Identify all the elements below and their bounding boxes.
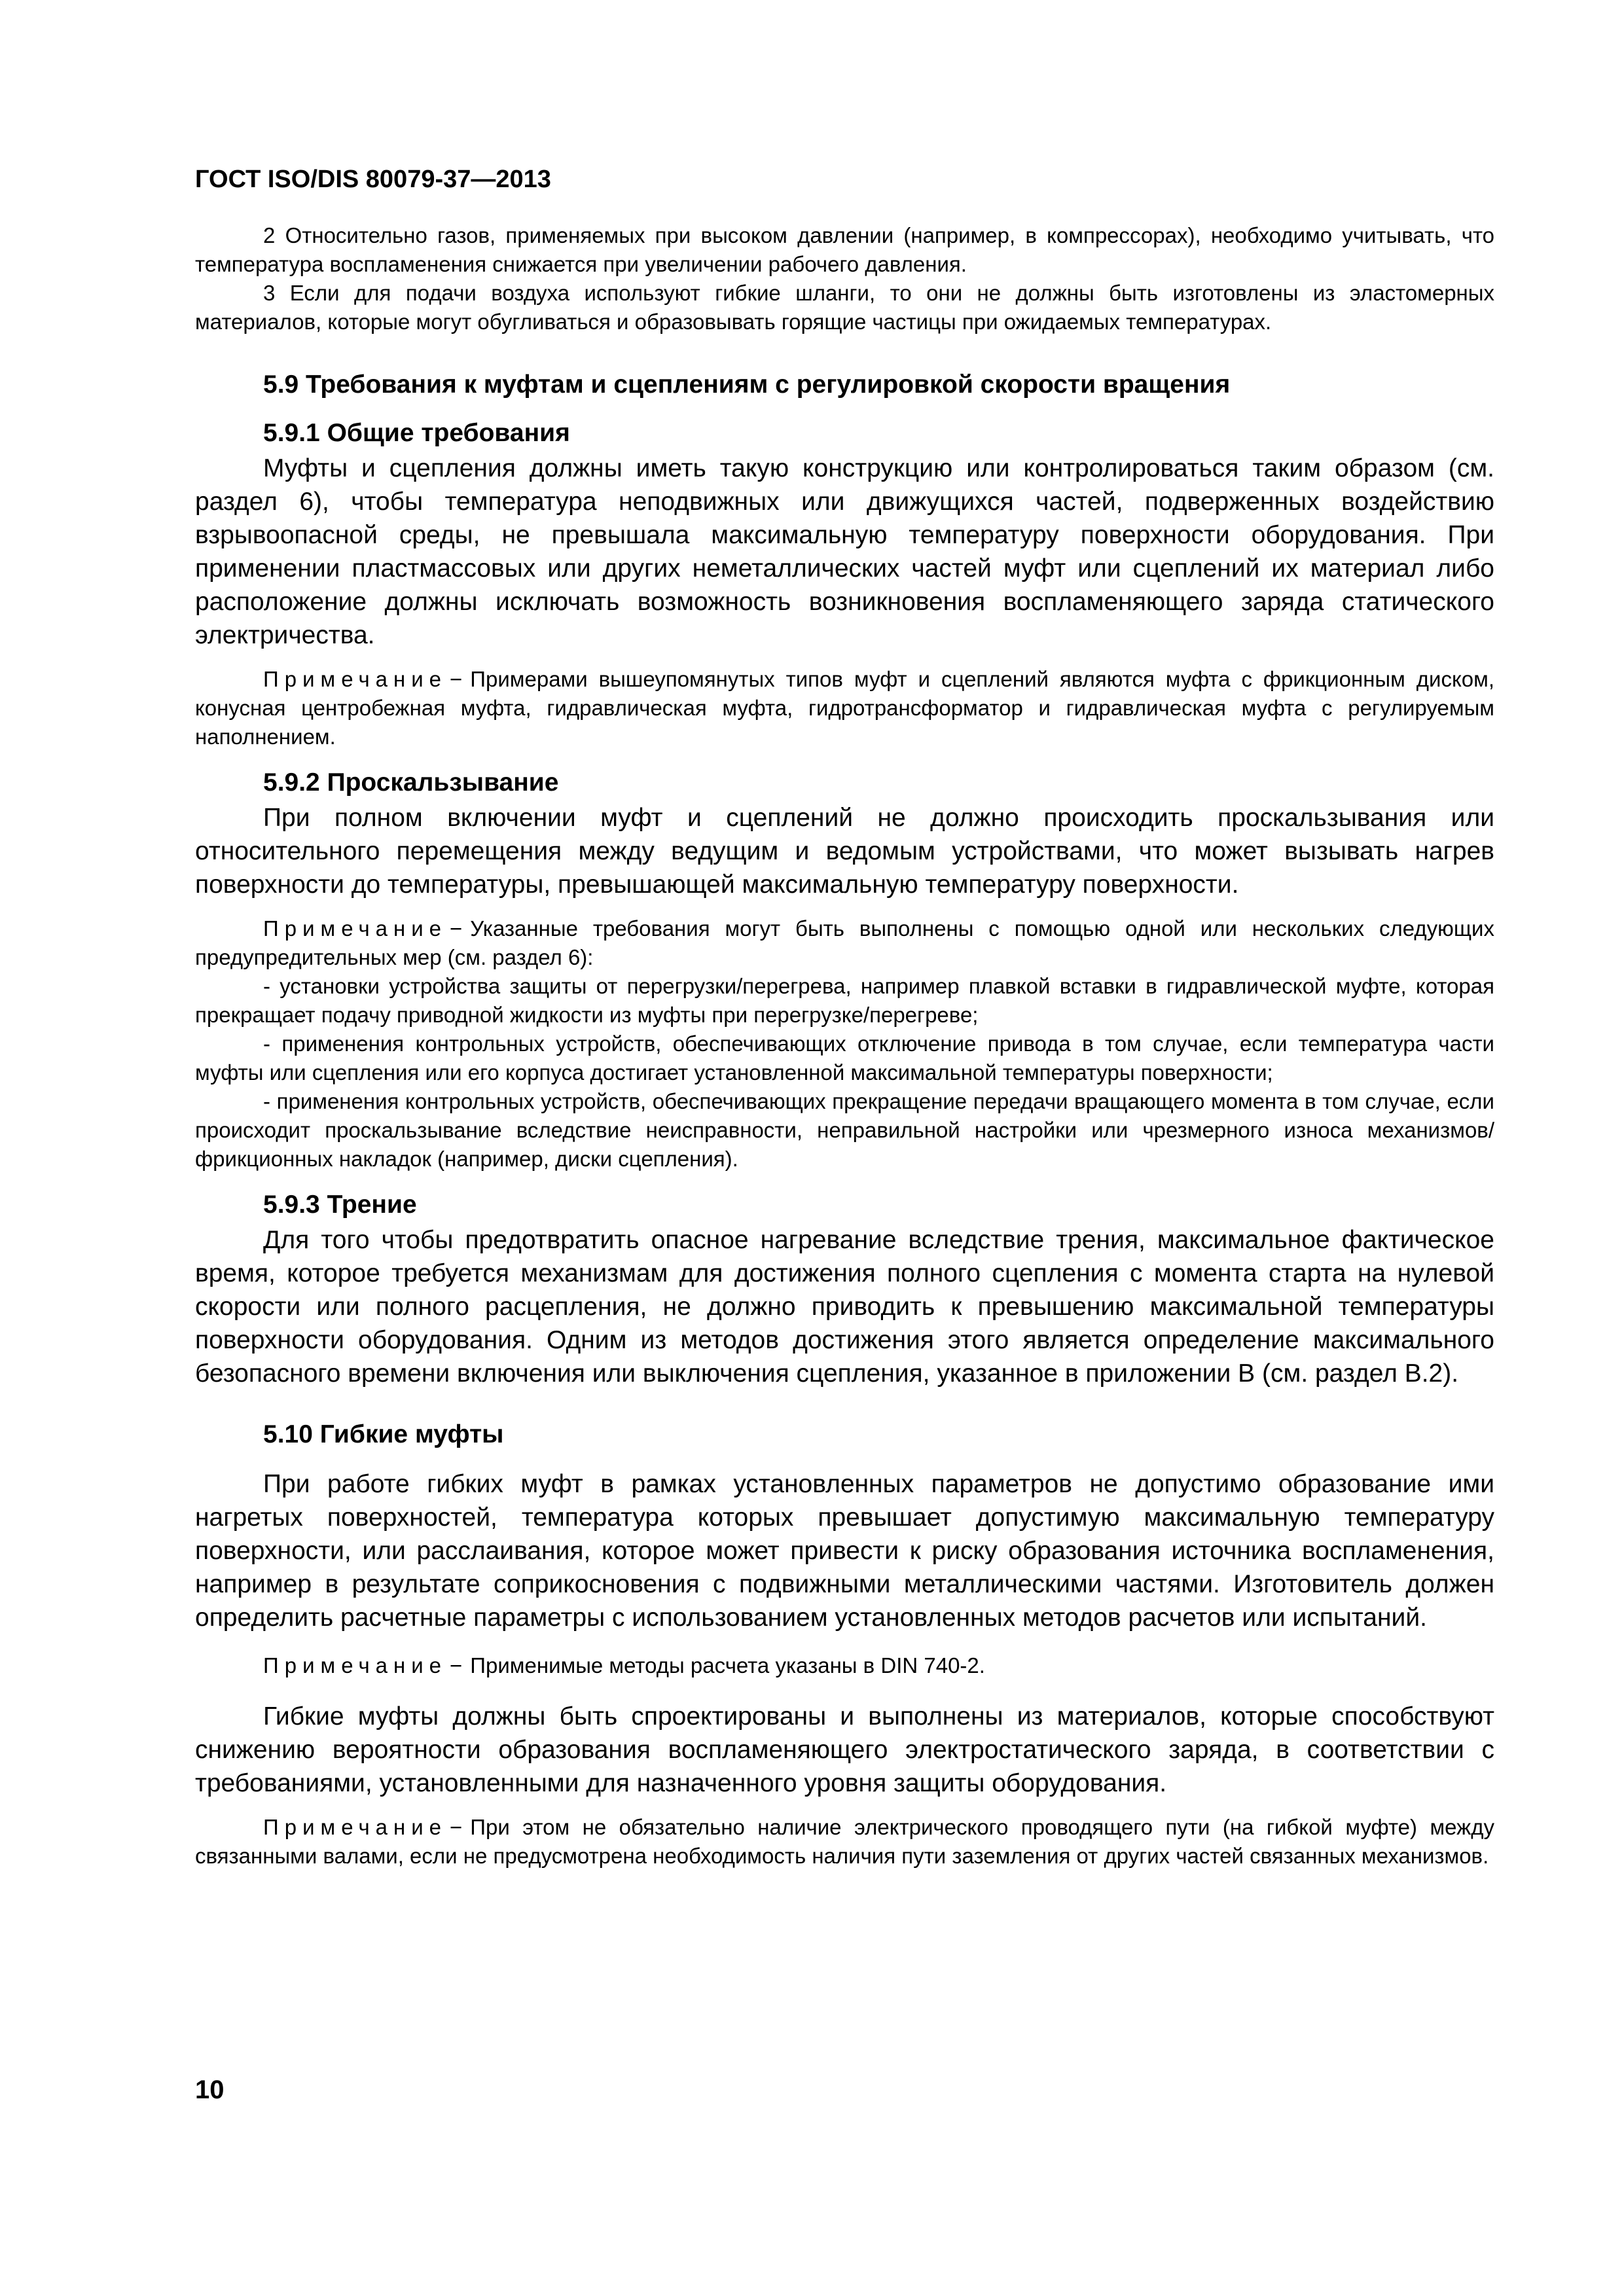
note-label: Примечание — [263, 916, 448, 941]
page-number: 10 — [195, 2075, 225, 2104]
note-text: Примерами вышеупомянутых типов муфт и сцеплений являются муфта с фрикционным диском, конусная центробежная муфта, гидравлическая муфта, гидротрансформатор и гидравлическая муфта с регулируемым наполнением. — [195, 667, 1494, 749]
section-5-9-1-text: Муфты и сцепления должны иметь такую конструкцию или контролироваться таким образом (см. раздел 6), чтобы температура неподвижных или движущихся частей, подверженных воздействию взрывоопасной среды, не превышала максимальную температуру поверхности оборудования. При применении пластмассовых или других неметаллических частей муфт или сцеплений их материал либо расположение должны исключать возможность возникновения воспламеняющего заряда статического электричества. — [195, 454, 1494, 649]
note-label: Примечание — [263, 667, 448, 691]
section-5-9-1-note — [195, 665, 1494, 751]
note-dash: − — [450, 916, 463, 941]
note-label: Примечание — [263, 1815, 448, 1839]
note-dash: − — [450, 667, 463, 691]
section-5-10-text-2: Гибкие муфты должны быть спроектированы и выполнены из материалов, которые способствуют снижению вероятности образования воспламеняющего электростатического заряда, в соответствии с требованиями, установленными для назначенного уровня защиты оборудования. — [195, 1702, 1494, 1797]
section-5-10-note-2 — [195, 1813, 1494, 1871]
section-5-9-2-note — [195, 914, 1494, 972]
section-5-10-text-1: При работе гибких муфт в рамках установленных параметров не допустимо образование ими нагретых поверхностей, температура которых превышает допустимую максимальную температуру поверхности, или расслаивания, которое может привести к риску образования источника воспламенения, например в результате соприкосновения с подвижными металлическими частями. Изготовитель должен определить расчетные параметры с использованием установленных методов расчетов или испытаний. — [195, 1470, 1494, 1632]
section-5-9-2-heading: 5.9.2 Проскальзывание — [263, 768, 559, 797]
list-item: - применения контрольных устройств, обеспечивающих прекращение передачи вращающего момента в том случае, если происходит проскальзывание вследствие неисправности, неправильной настройки или чрезмерного износа механизмов/фрикционных накладок (например, диски сцепления). — [195, 1089, 1494, 1171]
section-5-10-note-1 — [195, 1651, 1494, 1680]
document-code-header: ГОСТ ISO/DIS 80079-37—2013 — [195, 166, 551, 193]
note-text: Применимые методы расчета указаны в DIN 740-2. — [470, 1653, 985, 1677]
document-page — [195, 157, 1494, 1886]
section-5-9-heading: 5.9 Требования к муфтам и сцеплениям с регулировкой скорости вращения — [263, 370, 1231, 399]
note-paragraph-3: 3 Если для подачи воздуха используют гибкие шланги, то они не должны быть изготовлены из эластомерных материалов, которые могут обугливаться и образовывать горящие частицы при ожидаемых температурах. — [195, 281, 1494, 334]
note-dash: − — [450, 1653, 463, 1677]
note-text: Указанные требования могут быть выполнены с помощью одной или нескольких следующих предупредительных мер (см. раздел 6): — [195, 916, 1494, 969]
list-item: - применения контрольных устройств, обеспечивающих отключение привода в том случае, если температура части муфты или сцепления или его корпуса достигает установленной максимальной температуры поверхности; — [195, 1031, 1494, 1085]
section-5-9-1-heading: 5.9.1 Общие требования — [263, 419, 570, 447]
note-text: При этом не обязательно наличие электрического проводящего пути (на гибкой муфте) между связанными валами, если не предусмотрена необходимость наличия пути заземления от других частей связанных механизмов. — [195, 1815, 1494, 1868]
section-5-9-3-text: Для того чтобы предотвратить опасное нагревание вследствие трения, максимальное фактическое время, которое требуется механизмам для достижения полного сцепления с момента старта на нулевой скорости или полного расцепления, не должно приводить к превышению максимальной температуры поверхности оборудования. Одним из методов достижения этого является определение максимального безопасного времени включения или выключения сцепления, указанное в приложении B (см. раздел B.2). — [195, 1226, 1494, 1388]
section-5-9-3-heading: 5.9.3 Трение — [263, 1191, 417, 1219]
section-5-9-2-text: При полном включении муфт и сцеплений не должно происходить проскальзывания или относительного перемещения между ведущим и ведомым устройствами, что может вызывать нагрев поверхности до температуры, превышающей максимальную температуру поверхности. — [195, 804, 1494, 899]
section-5-9-2-note-block — [195, 914, 1494, 1174]
note-dash: − — [450, 1815, 463, 1839]
list-item: - установки устройства защиты от перегрузки/перегрева, например плавкой вставки в гидравлической муфте, которая прекращает подачу приводной жидкости из муфты при перегрузке/перегреве; — [195, 974, 1494, 1027]
section-5-10-heading: 5.10 Гибкие муфты — [263, 1420, 504, 1448]
note-paragraph-2: 2 Относительно газов, применяемых при высоком давлении (например, в компрессорах), необходимо учитывать, что температура воспламенения снижается при увеличении рабочего давления. — [195, 223, 1494, 276]
note-label: Примечание — [263, 1653, 448, 1677]
